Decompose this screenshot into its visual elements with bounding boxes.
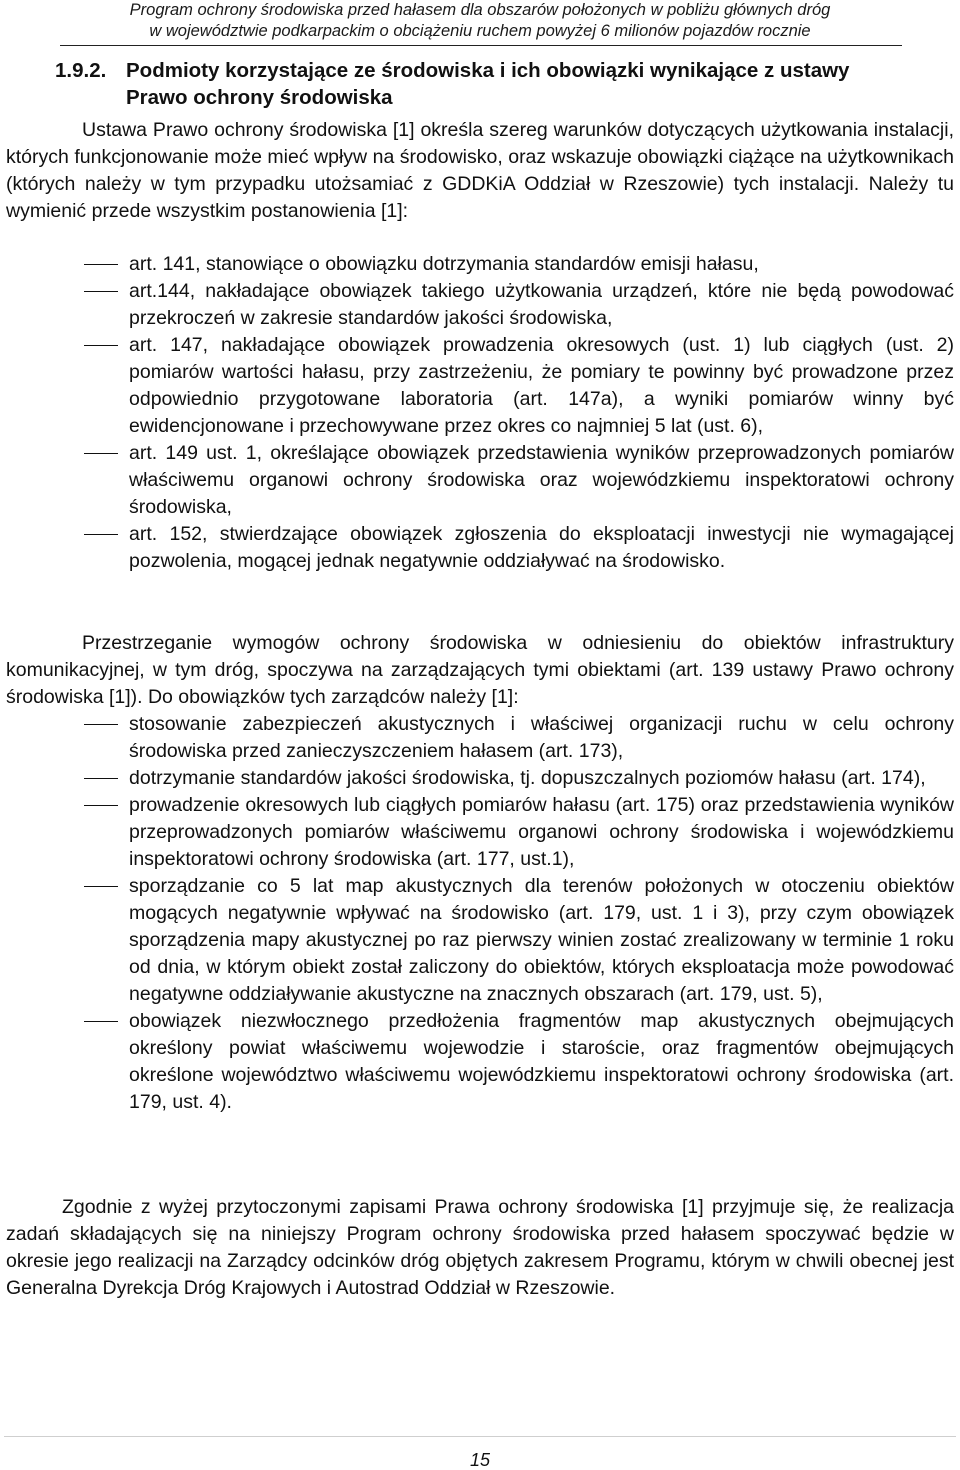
section-heading (55, 57, 945, 111)
second-paragraph: Przestrzeganie wymogów ochrony środowiska w odniesieniu do obiektów infrastruktury komunikacyjnej, w tym dróg, spoczywa na zarządzających tymi obiektami (art. 139 ustawy Prawo ochrony środowiska [1]). Do obowiązków tych zarządców należy [1]: (6, 632, 954, 708)
managers-obligations-list (6, 711, 954, 1116)
list-item (6, 1008, 954, 1116)
list-item-text: obowiązek niezwłocznego przedłożenia fragmentów map akustycznych obejmujących określony powiat właściwemu wojewodzie i staroście, oraz fragmentów obejmujących określone województwo właściwemu wojewódzkiemu inspektoratowi ochrony środowiska (art. 179, ust. 4). (129, 1010, 954, 1113)
list-item (6, 251, 954, 278)
list-item-text: art. 141, stanowiące o obowiązku dotrzymania standardów emisji hałasu, (129, 253, 759, 275)
list-item-text: art. 149 ust. 1, określające obowiązek przedstawienia wyników przeprowadzonych pomiarów właściwemu organowi ochrony środowiska oraz wojewódzkiemu inspektoratowi ochrony środowiska, (129, 442, 954, 518)
running-header-line-2: w województwie podkarpackim o obciążeniu ruchem powyżej 6 milionów pojazdów rocznie (149, 22, 811, 40)
list-item (6, 332, 954, 440)
list-item-text: dotrzymanie standardów jakości środowiska, tj. dopuszczalnych poziomów hałasu (art. 174), (129, 767, 926, 789)
obligations-list (6, 251, 954, 575)
dash-bullet (84, 534, 118, 535)
footer-divider (4, 1436, 956, 1437)
dash-bullet (84, 264, 118, 265)
page-number: 15 (469, 1450, 491, 1470)
list-item-text: art.144, nakładające obowiązek takiego użytkowania urządzeń, które nie będą powodować przekroczeń w zakresie standardów jakości środowiska, (129, 280, 954, 329)
list-item (6, 278, 954, 332)
intro-paragraph: Ustawa Prawo ochrony środowiska [1] określa szereg warunków dotyczących użytkowania instalacji, których funkcjonowanie może mieć wpływ na środowisko, oraz wskazuje obowiązki ciążące na użytkownikach (których należy w tym przypadku utożsamiać z GDDKiA Oddział w Rzeszowie) tych instalacji. Należy tu wymienić przede wszystkim postanowienia [1]: (6, 119, 954, 222)
header-divider (60, 45, 902, 46)
dash-bullet (84, 345, 118, 346)
dash-bullet (84, 886, 118, 887)
list-item-text: stosowanie zabezpieczeń akustycznych i właściwej organizacji ruchu w celu ochrony środowiska przed zanieczyszczeniem hałasem (art. 173), (129, 713, 954, 762)
dash-bullet (84, 724, 118, 725)
dash-bullet (84, 778, 118, 779)
list-item (6, 873, 954, 1008)
dash-bullet (84, 1021, 118, 1022)
list-item (6, 711, 954, 765)
list-item (6, 792, 954, 873)
list-item (6, 521, 954, 575)
section-title-line-2: Prawo ochrony środowiska (126, 86, 393, 109)
list-item-text: art. 147, nakładające obowiązek prowadzenia okresowych (ust. 1) lub ciągłych (ust. 2) pomiarów wartości hałasu, przy zastrzeżeniu, że pomiary te powinny być prowadzone przez odpowiednio przygotowane laboratoria (art. 147a), a wyniki pomiarów winny być ewidencjonowane i przechowywane przez okres co najmniej 5 lat (ust. 6), (129, 334, 954, 437)
list-item (6, 765, 954, 792)
dash-bullet (84, 805, 118, 806)
running-header (0, 0, 960, 42)
running-header-line-1: Program ochrony środowiska przed hałasem dla obszarów położonych w pobliżu głównych dróg (129, 1, 831, 19)
section-title-line-1: Podmioty korzystające ze środowiska i ich obowiązki wynikające z ustawy (126, 59, 850, 82)
list-item-text: sporządzanie co 5 lat map akustycznych dla terenów położonych w otoczeniu obiektów mogących negatywnie wpływać na środowisko (art. 179, ust. 1 i 3), przy czym obowiązek sporządzenia mapy akustycznej po raz pierwszy winien zostać zrealizowany w terminie 1 roku od dnia, w którym obiekt został zaliczony do obiektów, których eksploatacja może powodować negatywne oddziaływanie akustyczne na znacznych obszarach (art. 179, ust. 5), (129, 875, 954, 1005)
dash-bullet (84, 453, 118, 454)
final-paragraph: Zgodnie z wyżej przytoczonymi zapisami Prawa ochrony środowiska [1] przyjmuje się, że realizacja zadań składających się na niniejszy Program ochrony środowiska przed hałasem spoczywać będzie w okresie jego realizacji na Zarządcy odcinków dróg objętych zakresem Programu, którym w chwili obecnej jest Generalna Dyrekcja Dróg Krajowych i Autostrad Oddział w Rzeszowie. (6, 1196, 954, 1299)
list-item (6, 440, 954, 521)
section-number: 1.9.2. (55, 59, 107, 82)
list-item-text: prowadzenie okresowych lub ciągłych pomiarów hałasu (art. 175) oraz przedstawienia wyników przeprowadzonych pomiarów właściwemu organowi ochrony środowiska i wojewódzkiemu inspektoratowi ochrony środowiska (art. 177, ust.1), (129, 794, 954, 870)
list-item-text: art. 152, stwierdzające obowiązek zgłoszenia do eksploatacji inwestycji nie wymagającej pozwolenia, mogącej jednak negatywnie oddziaływać na środowisko. (129, 523, 954, 572)
dash-bullet (84, 291, 118, 292)
